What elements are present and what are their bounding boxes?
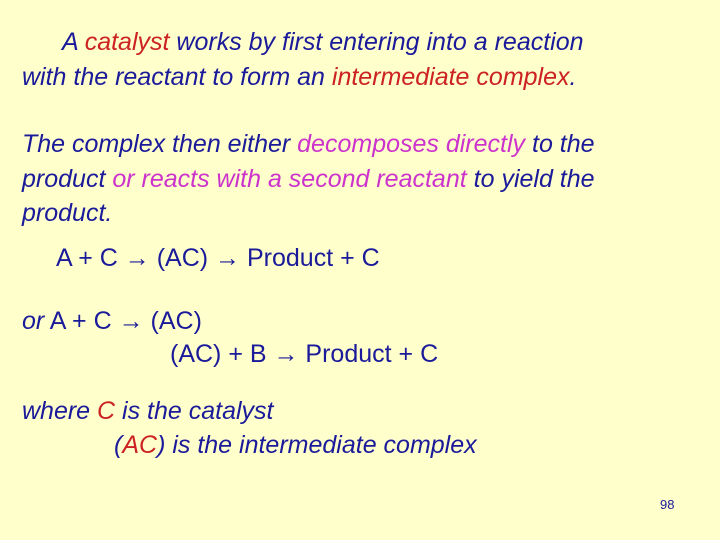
highlight-catalyst: catalyst <box>84 28 170 56</box>
equation-text: A + C → (AC) → Product + C <box>56 244 380 272</box>
paragraph1-line2 <box>22 61 576 93</box>
equation-2-line1 <box>22 305 202 337</box>
equation-text: (AC) + B → Product + C <box>170 340 439 368</box>
text: to the <box>525 130 595 158</box>
equation-text: A + C → (AC) <box>44 307 202 335</box>
paragraph2-line3 <box>22 197 112 229</box>
paragraph2-line1 <box>22 128 595 160</box>
definition-intermediate <box>114 429 477 461</box>
equation-2-line2 <box>170 338 438 370</box>
page-number: 98 <box>660 497 675 512</box>
paragraph2-line2 <box>22 163 595 195</box>
highlight-reacts-second-reactant: or reacts with a second reactant <box>112 165 467 193</box>
text: The complex then either <box>22 130 298 158</box>
highlight-c: C <box>97 397 116 425</box>
text: where <box>22 397 98 425</box>
text: . <box>569 63 577 91</box>
text: product <box>22 165 113 193</box>
text: with the reactant to form an <box>22 63 332 91</box>
text: ( <box>114 431 123 459</box>
text: works by first entering into a reaction <box>169 28 584 56</box>
text: is the catalyst <box>115 397 274 425</box>
or-word: or <box>22 307 45 335</box>
equation-1 <box>56 242 380 274</box>
highlight-ac: AC <box>122 431 158 459</box>
text: product. <box>22 199 113 227</box>
text: to yield the <box>466 165 595 193</box>
paragraph1-line1 <box>62 26 584 58</box>
highlight-decomposes-directly: decomposes directly <box>297 130 526 158</box>
text: A <box>62 28 85 56</box>
highlight-intermediate-complex: intermediate complex <box>331 63 570 91</box>
text: ) is the intermediate complex <box>157 431 477 459</box>
definition-catalyst <box>22 395 274 427</box>
